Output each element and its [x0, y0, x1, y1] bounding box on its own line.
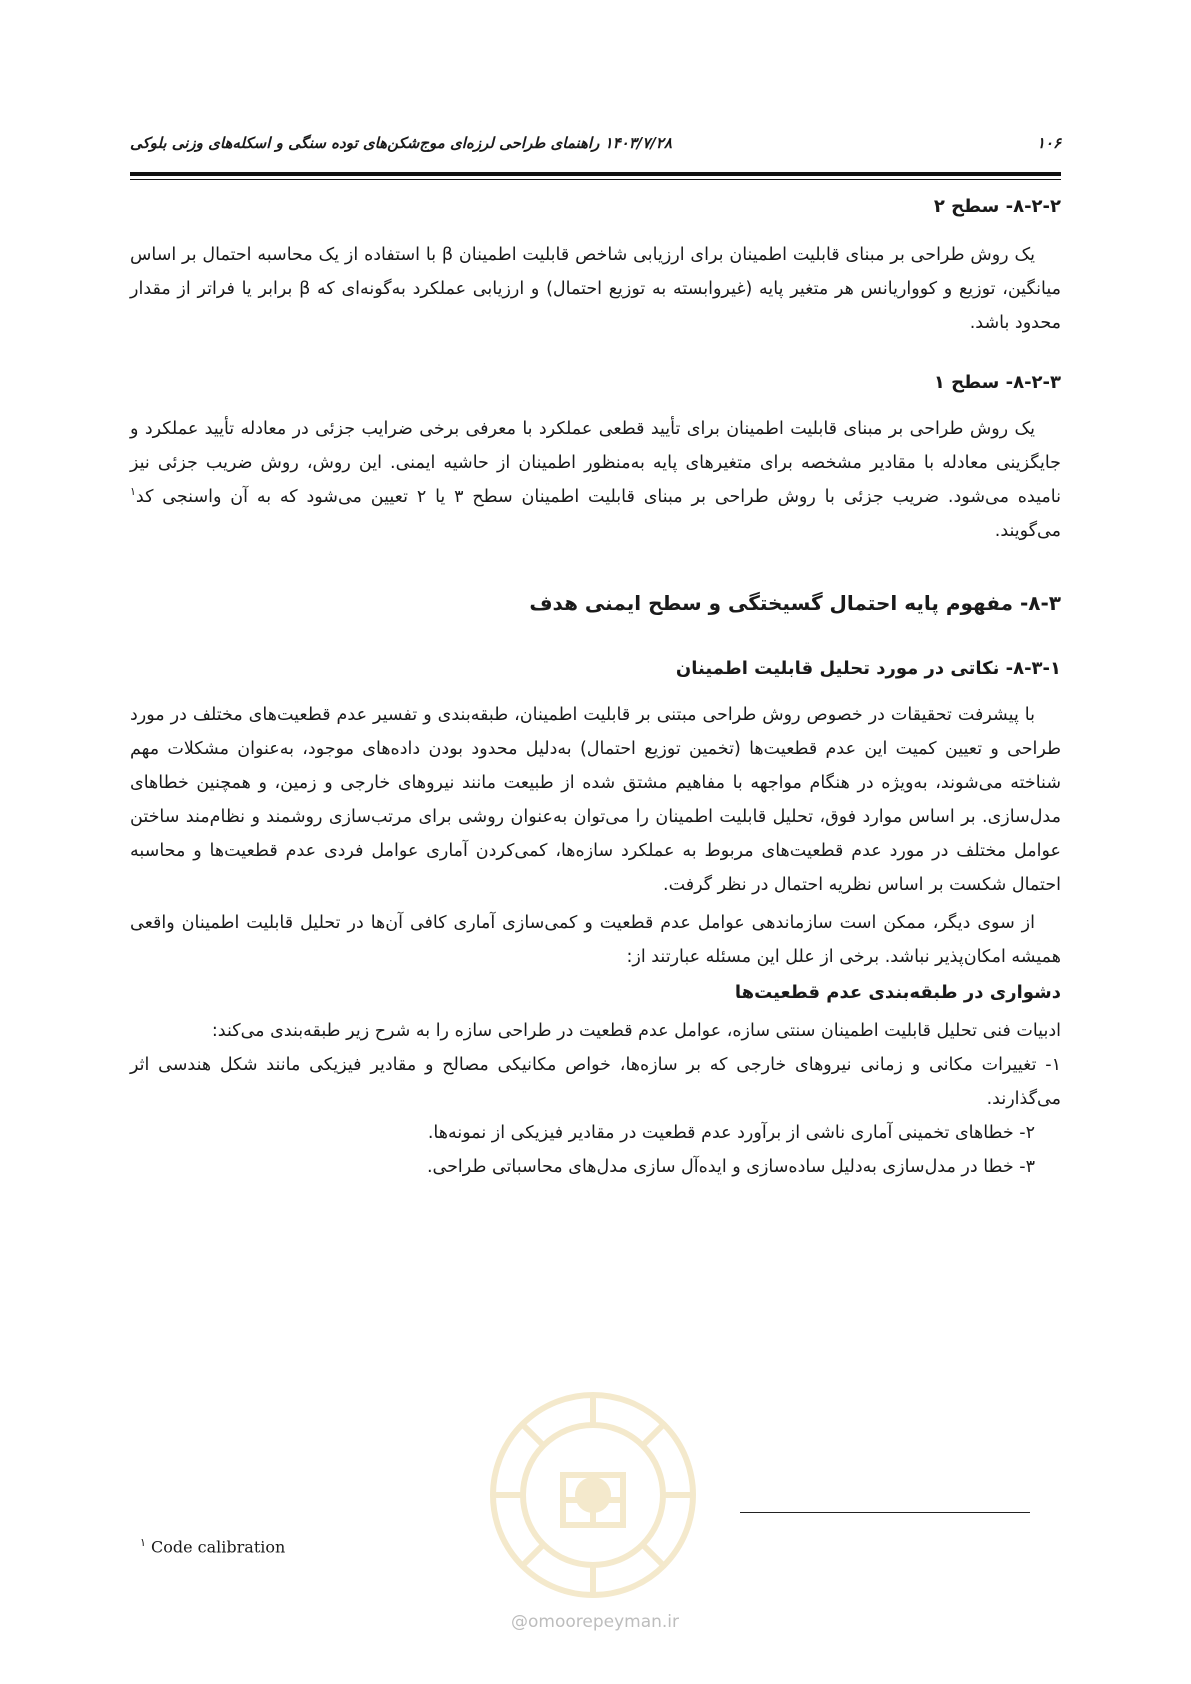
footnote-mark: ۱	[140, 1536, 146, 1549]
paragraph-level-1-end: می‌گویند.	[994, 521, 1061, 541]
list-item: ۲- خطاهای تخمینی آماری ناشی از برآورد عدم قطعیت در مقادیر فیزیکی از نمونه‌ها.	[427, 1123, 1035, 1143]
chapter-heading-8-3: ۸-۳- مفهوم پایه احتمال گسیختگی و سطح ایمنی هدف	[529, 591, 1061, 615]
body-content	[130, 190, 1061, 1184]
footnote-reference: ۱	[130, 485, 136, 499]
watermark-seal-icon	[478, 1380, 708, 1610]
paragraph-reliability-notes: با پیشرفت تحقیقات در خصوص روش طراحی مبتنی بر قابلیت اطمینان، طبقه‌بندی و تفسیر عدم قطعیت‌های مختلف در مورد طراحی و تعیین کمیت این عدم قطعیت‌ها (تخمین توزیع احتمال) به‌دلیل محدود بودن داده‌های موجود، به‌عنوان مشکلات مهم شناخته می‌شوند، به‌ویژه در هنگام مواجهه با مفاهیم مشتق شده از طبیعت مانند نیروهای خارجی و زمین، و همچنین خطاهای مدل‌سازی. بر اساس موارد فوق، تحلیل قابلیت اطمینان را می‌توان به‌عنوان روشی برای مرتب‌سازی روشمند و نظام‌مند ساختن عوامل مختلف در مورد عدم قطعیت‌های مربوط به عملکرد سازه‌ها، کمی‌کردن آماری عوامل فردی عدم قطعیت‌ها و محاسبه احتمال شکست بر اساس نظریه احتمال در نظر گرفت.	[130, 705, 1061, 895]
header-rule-thick	[130, 172, 1061, 176]
watermark-url: @omoorepeyman.ir	[510, 1612, 680, 1632]
header-title: ۱۴۰۳/۷/۲۸ راهنمای طراحی لرزه‌ای موج‌شکن‌های توده سنگی و اسکله‌های وزنی بلوکی	[130, 134, 672, 152]
paragraph-level-1-text: یک روش طراحی بر مبنای قابلیت اطمینان برای تأیید قطعی عملکرد با معرفی برخی ضرایب جزئی در معادله تأیید عملکرد و جایگزینی معادله با مقادیر مشخصه برای متغیرهای پایه به‌منظور اطمینان از حاشیه ایمنی. این روش، روش ضریب جزئی نیز نامیده می‌شود. ضریب جزئی با روش طراحی بر مبنای قابلیت اطمینان سطح ۳ یا ۲ تعیین می‌شود که به آن واسنجی کد	[130, 419, 1061, 507]
section-heading-8-2-3: ۸-۲-۳- سطح ۱	[933, 372, 1061, 393]
paragraph-level-2: یک روش طراحی بر مبنای قابلیت اطمینان برای ارزیابی شاخص قابلیت اطمینان β با استفاده از یک محاسبه احتمال بر اساس میانگین، توزیع و کوواریانس هر متغیر پایه (غیروابسته به توزیع احتمال) و ارزیابی عملکرد به‌گونه‌ای که β برابر یا فراتر از مقدار محدود باشد.	[130, 245, 1061, 333]
section-heading-8-3-1: ۸-۳-۱- نکاتی در مورد تحلیل قابلیت اطمینان	[675, 658, 1061, 679]
footnote-text: Code calibration	[145, 1537, 286, 1557]
page-number: ۱۰۶	[1036, 134, 1061, 152]
paragraph-level-1	[130, 412, 1061, 548]
paragraph-classification: ادبیات فنی تحلیل قابلیت اطمینان سنتی سازه، عوامل عدم قطعیت در طراحی سازه را به شرح زیر طبقه‌بندی می‌کند:	[211, 1021, 1061, 1041]
list-item: ۱- تغییرات مکانی و زمانی نیروهای خارجی که بر سازه‌ها، خواص مکانیکی مصالح و مقادیر فیزیکی مانند شکل هندسی اثر می‌گذارند.	[130, 1055, 1061, 1109]
footnote-separator	[740, 1512, 1030, 1513]
running-header	[130, 130, 1061, 160]
footnote	[140, 1536, 285, 1556]
paragraph-organization: از سوی دیگر، ممکن است سازماندهی عوامل عدم قطعیت و کمی‌سازی آماری کافی آن‌ها در تحلیل قابلیت اطمینان واقعی همیشه امکان‌پذیر نباشد. برخی از علل این مسئله عبارتند از:	[130, 913, 1061, 967]
header-rule-thin	[130, 179, 1061, 180]
subheading-classification: دشواری در طبقه‌بندی عدم قطعیت‌ها	[734, 982, 1061, 1003]
list-item: ۳- خطا در مدل‌سازی به‌دلیل ساده‌سازی و ایده‌آل سازی مدل‌های محاسباتی طراحی.	[426, 1157, 1035, 1177]
section-heading-8-2-2: ۸-۲-۲- سطح ۲	[933, 196, 1061, 217]
